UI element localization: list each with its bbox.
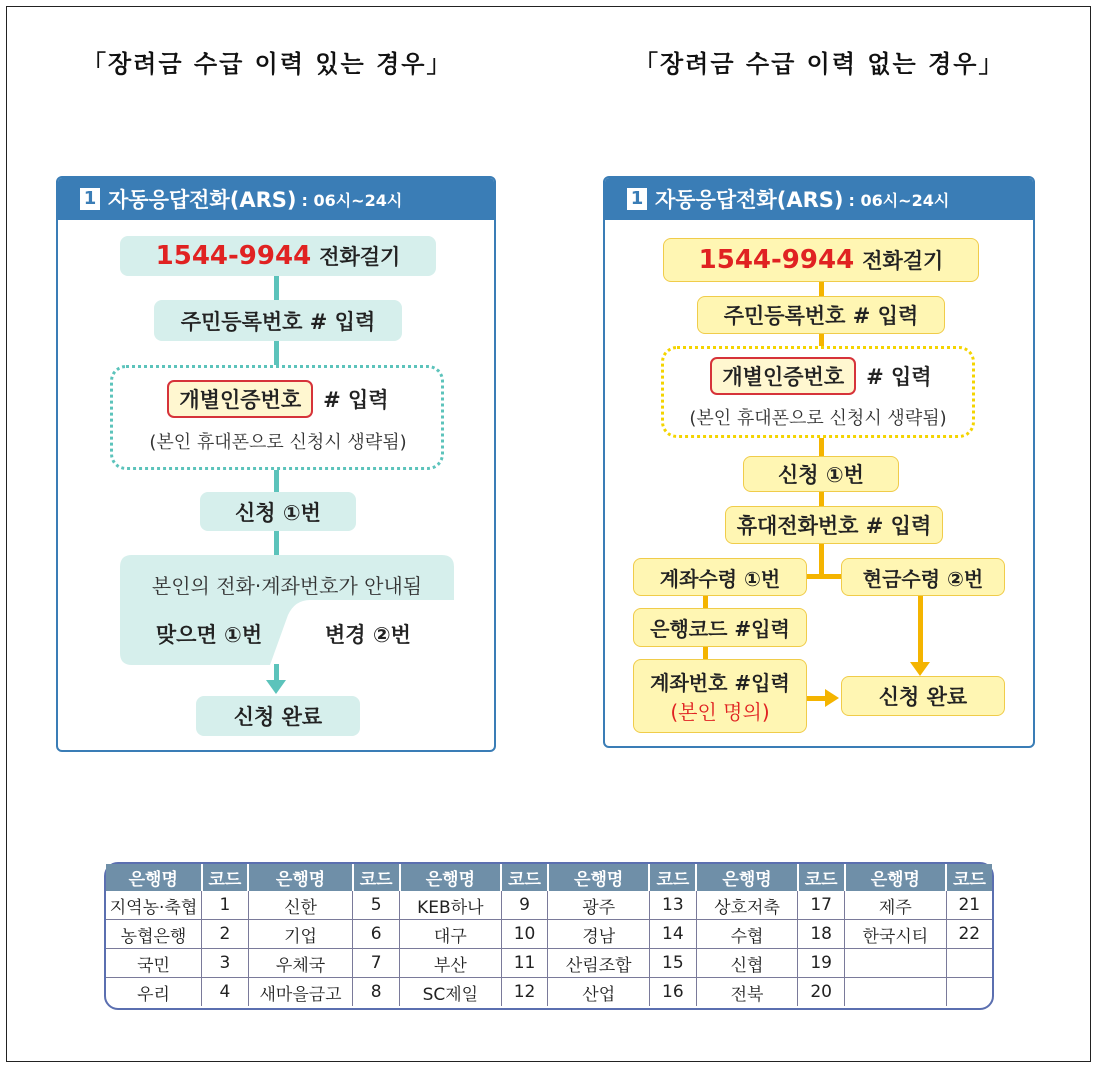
bank-code-cell: 21 <box>946 891 992 920</box>
call-label: 전화걸기 <box>319 245 401 269</box>
connector-line <box>819 492 824 506</box>
bank-name-cell: 우리 <box>106 978 202 1007</box>
auth-code-row <box>154 378 402 420</box>
bank-name-cell: 국민 <box>106 949 202 978</box>
table-row <box>106 949 992 978</box>
ars-panel-left <box>56 176 496 752</box>
bank-name-cell: 기업 <box>248 920 352 949</box>
bank-name-cell: 제주 <box>845 891 946 920</box>
column-header: 은행명 <box>696 864 797 891</box>
connector-line <box>819 334 824 346</box>
bank-code-cell: 3 <box>202 949 249 978</box>
bank-name-cell: KEB하나 <box>400 891 502 920</box>
bank-code-cell: 18 <box>798 920 845 949</box>
ars-panel-right <box>603 176 1035 748</box>
call-number-box <box>120 236 436 276</box>
bank-name-cell: 새마을금고 <box>248 978 352 1007</box>
bank-code-cell: 12 <box>501 978 548 1007</box>
call-number-box <box>663 238 979 282</box>
column-header: 은행명 <box>106 864 202 891</box>
bank-name-cell: 상호저축 <box>696 891 797 920</box>
account-number-box <box>633 659 807 733</box>
auth-note: (본인 휴대폰으로 신청시 생략됨) <box>689 408 947 429</box>
call-label: 전화걸기 <box>862 249 944 273</box>
auth-input-label: # 입력 <box>323 388 389 412</box>
auth-code-row <box>697 356 945 396</box>
cash-receive-box: 현금수령 ②번 <box>841 558 1005 596</box>
step-number-badge: 1 <box>80 188 100 210</box>
step-number-badge: 1 <box>627 188 647 210</box>
bank-name-cell <box>845 978 946 1007</box>
arrow-down-icon <box>910 662 930 676</box>
correct-option: 맞으면 ①번 <box>155 623 263 647</box>
complete-box: 신청 완료 <box>841 676 1005 716</box>
table-row <box>106 978 992 1007</box>
resident-id-box: 주민등록번호 # 입력 <box>154 300 402 341</box>
bank-name-cell: 지역농·축협 <box>106 891 202 920</box>
bank-code-cell <box>946 949 992 978</box>
connector-line <box>274 531 279 555</box>
bank-code-cell <box>946 978 992 1007</box>
table-row <box>106 920 992 949</box>
resident-id-box: 주민등록번호 # 입력 <box>697 296 945 334</box>
connector-line <box>703 647 708 659</box>
panel-header <box>605 178 1033 220</box>
bank-name-cell: 산림조합 <box>548 949 649 978</box>
bank-code-box: 은행코드 #입력 <box>633 608 807 647</box>
phone-number: 1544-9944 <box>698 245 855 275</box>
complete-box: 신청 완료 <box>196 696 360 736</box>
bank-code-cell: 22 <box>946 920 992 949</box>
bank-name-cell: SC제일 <box>400 978 502 1007</box>
bank-code-cell: 9 <box>501 891 548 920</box>
bank-code-cell: 19 <box>798 949 845 978</box>
bank-code-cell: 14 <box>649 920 696 949</box>
connector-line <box>274 341 279 365</box>
panel-title: 자동응답전화(ARS) <box>108 188 297 212</box>
bank-name-cell: 수협 <box>696 920 797 949</box>
guide-text: 본인의 전화·계좌번호가 안내됨 <box>151 574 423 598</box>
bank-code-cell: 1 <box>202 891 249 920</box>
bank-code-cell: 15 <box>649 949 696 978</box>
connector-line <box>703 596 708 608</box>
bank-code-cell: 6 <box>353 920 400 949</box>
column-header: 은행명 <box>248 864 352 891</box>
bank-code-cell: 2 <box>202 920 249 949</box>
arrow-right-icon <box>825 689 839 707</box>
bank-name-cell: 농협은행 <box>106 920 202 949</box>
bank-name-cell: 한국시티 <box>845 920 946 949</box>
auth-note: (본인 휴대폰으로 신청시 생략됨) <box>149 432 407 453</box>
bank-name-cell: 광주 <box>548 891 649 920</box>
connector-line <box>918 596 923 664</box>
auth-code-badge: 개별인증번호 <box>710 357 856 395</box>
auth-input-label: # 입력 <box>866 365 932 389</box>
mobile-input-box: 휴대전화번호 # 입력 <box>725 506 943 544</box>
apply-1-box: 신청 ①번 <box>200 492 356 531</box>
bank-name-cell: 경남 <box>548 920 649 949</box>
bank-name-cell: 우체국 <box>248 949 352 978</box>
bank-name-cell: 부산 <box>400 949 502 978</box>
column-header: 코드 <box>202 864 249 891</box>
heading-without-history: 「장려금 수급 이력 없는 경우」 <box>634 50 1005 78</box>
panel-header <box>58 178 494 220</box>
bank-name-cell: 산업 <box>548 978 649 1007</box>
panel-title: 자동응답전화(ARS) <box>655 188 844 212</box>
column-header: 은행명 <box>548 864 649 891</box>
connector-line <box>274 276 279 300</box>
bank-code-cell: 8 <box>353 978 400 1007</box>
phone-number: 1544-9944 <box>155 241 312 271</box>
connector-line <box>274 470 279 492</box>
panel-hours: : 06시~24시 <box>848 190 950 210</box>
bank-name-cell <box>845 949 946 978</box>
account-number-label: 계좌번호 #입력 <box>650 671 790 695</box>
bank-name-cell: 대구 <box>400 920 502 949</box>
connector-line <box>807 696 827 701</box>
apply-1-box: 신청 ①번 <box>743 456 899 492</box>
column-header: 코드 <box>501 864 548 891</box>
column-header: 코드 <box>649 864 696 891</box>
connector-line <box>819 544 824 576</box>
bank-name-cell: 신한 <box>248 891 352 920</box>
bank-code-cell: 4 <box>202 978 249 1007</box>
panel-hours: : 06시~24시 <box>301 190 403 210</box>
column-header: 은행명 <box>400 864 502 891</box>
bank-name-cell: 전북 <box>696 978 797 1007</box>
bank-name-cell: 신협 <box>696 949 797 978</box>
heading-with-history: 「장려금 수급 이력 있는 경우」 <box>82 50 453 78</box>
change-option: 변경 ②번 <box>325 623 411 647</box>
auth-code-badge: 개별인증번호 <box>167 380 313 418</box>
own-name-note: (본인 명의) <box>670 700 770 724</box>
column-header: 은행명 <box>845 864 946 891</box>
column-header: 코드 <box>798 864 845 891</box>
connector-line <box>819 438 824 456</box>
connector-line <box>819 282 824 296</box>
bank-code-cell: 11 <box>501 949 548 978</box>
bank-code-cell: 7 <box>353 949 400 978</box>
column-header: 코드 <box>946 864 992 891</box>
bank-code-cell: 5 <box>353 891 400 920</box>
arrow-down-icon <box>266 680 286 694</box>
table-header-row <box>106 864 992 891</box>
bank-code-cell: 20 <box>798 978 845 1007</box>
bank-code-cell: 13 <box>649 891 696 920</box>
column-header: 코드 <box>353 864 400 891</box>
bank-code-table <box>106 864 992 1006</box>
bank-code-cell: 16 <box>649 978 696 1007</box>
table-row <box>106 891 992 920</box>
bank-code-cell: 17 <box>798 891 845 920</box>
account-receive-box: 계좌수령 ①번 <box>633 558 807 596</box>
bank-code-cell: 10 <box>501 920 548 949</box>
